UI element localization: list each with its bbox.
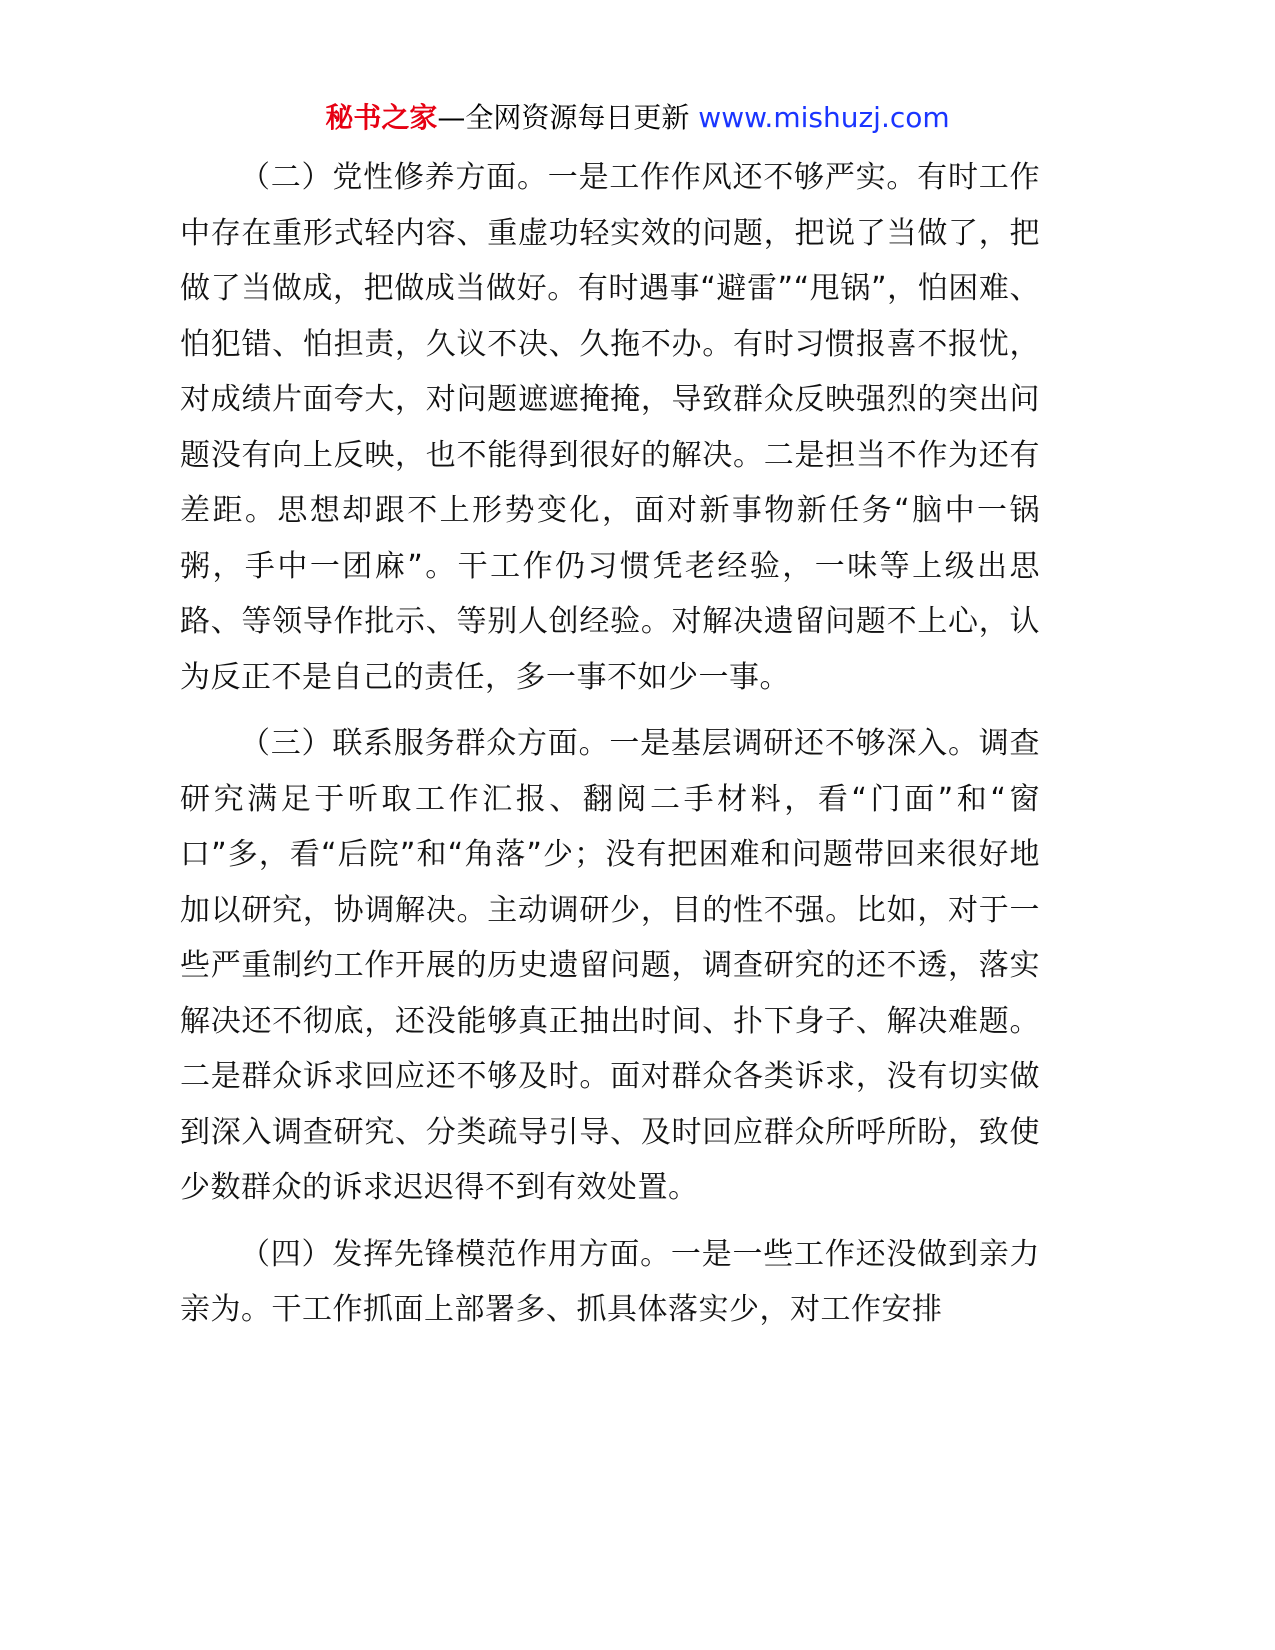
- site-tagline: —全网资源每日更新: [437, 101, 690, 134]
- site-brand: 秘书之家: [325, 101, 438, 134]
- paragraph-party-cultivation: （二）党性修养方面。一是工作作风还不够严实。有时工作中存在重形式轻内容、重虚功轻实效的问题，把说了当做了，把做了当做成，把做成当做好。有时遇事“避雷”“甩锅”，怕困难、怕犯错、怕担责，久议不决、久拖不办。有时习惯报喜不报忧，对成绩片面夸大，对问题遮遮掩掩，导致群众反映强烈的突出问题没有向上反映，也不能得到很好的解决。二是担当不作为还有差距。思想却跟不上形势变化，面对新事物新任务“脑中一锅粥，手中一团麻”。干工作仍习惯凭老经验，一味等上级出思路、等领导作批示、等别人创经验。对解决遗留问题不上心，认为反正不是自己的责任，多一事不如少一事。: [180, 160, 1040, 695]
- site-header: [0, 98, 1275, 138]
- paragraph-serving-masses: （三）联系服务群众方面。一是基层调研还不够深入。调查研究满足于听取工作汇报、翻阅二手材料，看“门面”和“窗口”多，看“后院”和“角落”少；没有把困难和问题带回来很好地加以研究，协调解决。主动调研少，目的性不强。比如，对于一些严重制约工作开展的历史遗留问题，调查研究的还不透，落实解决还不彻底，还没能够真正抽出时间、扑下身子、解决难题。二是群众诉求回应还不够及时。面对群众各类诉求，没有切实做到深入调查研究、分类疏导引导、及时回应群众所呼所盼，致使少数群众的诉求迟迟得不到有效处置。: [180, 726, 1040, 1205]
- site-url-link[interactable]: www.mishuzj.com: [698, 101, 950, 134]
- document-body: [180, 150, 1040, 1349]
- paragraph-vanguard-role: （四）发挥先锋模范作用方面。一是一些工作还没做到亲力亲为。干工作抓面上部署多、抓具体落实少，对工作安排: [180, 1236, 1040, 1327]
